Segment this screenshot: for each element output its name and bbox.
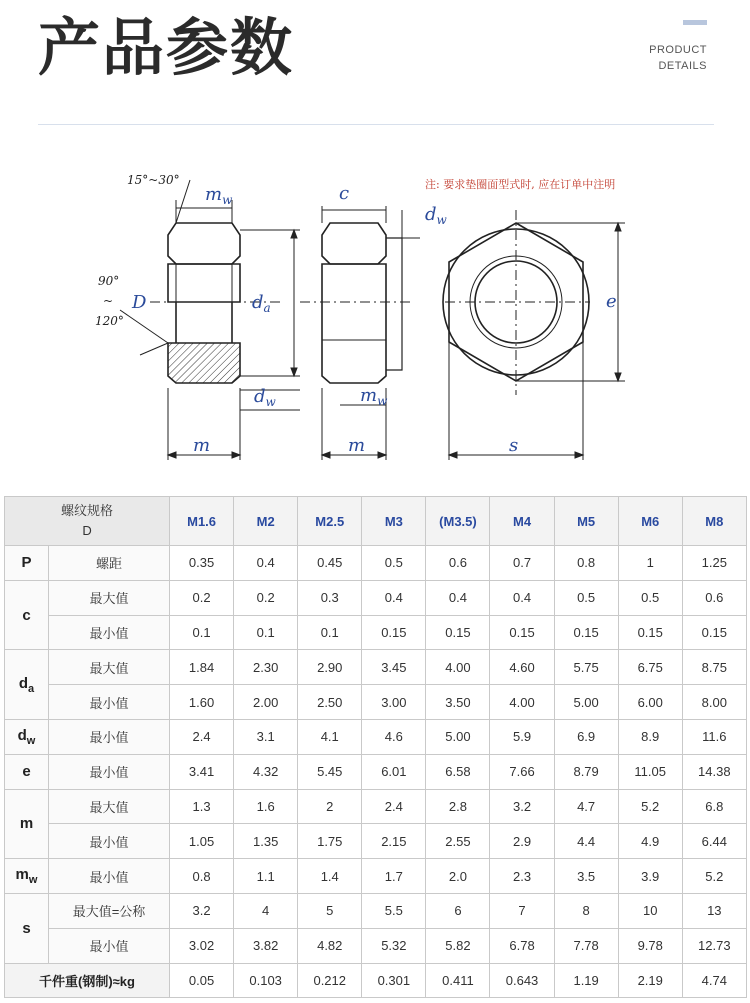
value-cell: 3.41	[170, 754, 234, 789]
value-cell: 1.4	[298, 859, 362, 894]
value-cell: 1.1	[234, 859, 298, 894]
value-cell: 6.8	[682, 789, 746, 824]
weight-cell: 0.05	[170, 963, 234, 998]
value-cell: 8.75	[682, 650, 746, 685]
value-cell: 3.5	[554, 859, 618, 894]
row-label: 螺距	[49, 546, 170, 581]
row-label: 最小值	[49, 615, 170, 650]
value-cell: 0.15	[682, 615, 746, 650]
weight-cell: 0.643	[490, 963, 554, 998]
value-cell: 0.4	[234, 546, 298, 581]
value-cell: 1.25	[682, 546, 746, 581]
dim-s-label: s	[509, 435, 519, 456]
value-cell: 1.75	[298, 824, 362, 859]
row-label: 最小值	[49, 754, 170, 789]
table-row	[5, 928, 747, 963]
value-cell: 0.7	[490, 546, 554, 581]
value-cell: 5.45	[298, 754, 362, 789]
dim-c-label: c	[339, 183, 350, 204]
value-cell: 6.9	[554, 719, 618, 754]
weight-cell: 1.19	[554, 963, 618, 998]
param-cell: $d_a$	[5, 650, 49, 720]
dim-dw-label-left: $d_w$	[254, 386, 276, 409]
value-cell: 3.02	[170, 928, 234, 963]
value-cell: 0.5	[618, 580, 682, 615]
english-title-line2: DETAILS	[658, 60, 707, 72]
value-cell: 5.9	[490, 719, 554, 754]
value-cell: 0.2	[170, 580, 234, 615]
value-cell: 2.90	[298, 650, 362, 685]
value-cell: 0.1	[234, 615, 298, 650]
value-cell: 5.82	[426, 928, 490, 963]
value-cell: 0.1	[298, 615, 362, 650]
value-cell: 0.6	[426, 546, 490, 581]
weight-cell: 4.74	[682, 963, 746, 998]
value-cell: 3.1	[234, 719, 298, 754]
accent-bar	[683, 20, 707, 25]
value-cell: 8.79	[554, 754, 618, 789]
row-label: 最小值	[49, 824, 170, 859]
value-cell: 1.3	[170, 789, 234, 824]
value-cell: 8.00	[682, 685, 746, 720]
value-cell: 13	[682, 893, 746, 928]
value-cell: 6.44	[682, 824, 746, 859]
thread-spec-header	[5, 497, 170, 546]
value-cell: 4.82	[298, 928, 362, 963]
value-cell: 0.4	[426, 580, 490, 615]
dim-dw-label-side: $d_w$	[425, 204, 447, 227]
chamfer-angle-label: 15°~30°	[127, 173, 180, 187]
value-cell: 12.73	[682, 928, 746, 963]
value-cell: 2.55	[426, 824, 490, 859]
size-header: M4	[490, 497, 554, 546]
value-cell: 0.4	[362, 580, 426, 615]
value-cell: 0.1	[170, 615, 234, 650]
value-cell: 2.00	[234, 685, 298, 720]
value-cell: 2.9	[490, 824, 554, 859]
row-label: 最小值	[49, 685, 170, 720]
value-cell: 7.66	[490, 754, 554, 789]
size-header: M2.5	[298, 497, 362, 546]
value-cell: 14.38	[682, 754, 746, 789]
param-cell: $m_w$	[5, 859, 49, 894]
page-title: 产品参数	[38, 11, 295, 84]
thread-spec-header-line1: 螺纹规格	[61, 503, 114, 518]
top-dimensions	[445, 210, 625, 460]
value-cell: 6.58	[426, 754, 490, 789]
row-label: 最小值	[49, 719, 170, 754]
value-cell: 2.4	[362, 789, 426, 824]
spec-table	[4, 496, 747, 998]
value-cell: 1.60	[170, 685, 234, 720]
value-cell: 0.15	[490, 615, 554, 650]
table-row	[5, 824, 747, 859]
size-header: M8	[682, 497, 746, 546]
value-cell: 0.45	[298, 546, 362, 581]
value-cell: 2.15	[362, 824, 426, 859]
weight-label: 千件重(钢制)≈kg	[5, 963, 170, 998]
table-row	[5, 615, 747, 650]
value-cell: 5.32	[362, 928, 426, 963]
value-cell: 1.05	[170, 824, 234, 859]
drawing-note: 注: 要求垫圈面型式时, 应在订单中注明	[425, 178, 616, 191]
weight-cell: 0.103	[234, 963, 298, 998]
table-row	[5, 650, 747, 685]
value-cell: 8	[554, 893, 618, 928]
value-cell: 11.05	[618, 754, 682, 789]
row-label: 最小值	[49, 859, 170, 894]
size-header: M1.6	[170, 497, 234, 546]
value-cell: 0.15	[554, 615, 618, 650]
weight-row	[5, 963, 747, 998]
dim-m-label-left: m	[193, 435, 211, 456]
size-header: M5	[554, 497, 618, 546]
hex-nut-technical-drawing	[0, 140, 750, 485]
row-label: 最小值	[49, 928, 170, 963]
weight-cell: 2.19	[618, 963, 682, 998]
row-label: 最大值=公称	[49, 893, 170, 928]
value-cell: 4.60	[490, 650, 554, 685]
param-cell: $d_w$	[5, 719, 49, 754]
value-cell: 4.6	[362, 719, 426, 754]
value-cell: 1.7	[362, 859, 426, 894]
angle-mid-label: ~	[103, 294, 114, 308]
value-cell: 0.5	[362, 546, 426, 581]
size-header: (M3.5)	[426, 497, 490, 546]
table-row	[5, 719, 747, 754]
value-cell: 4.9	[618, 824, 682, 859]
value-cell: 0.35	[170, 546, 234, 581]
value-cell: 0.15	[426, 615, 490, 650]
side-view	[322, 223, 402, 383]
row-label: 最大值	[49, 650, 170, 685]
param-cell: s	[5, 893, 49, 963]
dim-m-label-side: m	[348, 435, 366, 456]
angle-bottom-label: 120°	[95, 314, 124, 328]
value-cell: 6.00	[618, 685, 682, 720]
value-cell: 0.3	[298, 580, 362, 615]
value-cell: 0.4	[490, 580, 554, 615]
dim-mw-label-side: $m_w$	[360, 385, 388, 408]
value-cell: 4.1	[298, 719, 362, 754]
table-row	[5, 789, 747, 824]
size-header: M6	[618, 497, 682, 546]
weight-cell: 0.411	[426, 963, 490, 998]
value-cell: 2.30	[234, 650, 298, 685]
english-title-line1: PRODUCT	[649, 44, 707, 56]
param-cell: P	[5, 546, 49, 581]
value-cell: 3.45	[362, 650, 426, 685]
value-cell: 4	[234, 893, 298, 928]
value-cell: 5.00	[554, 685, 618, 720]
value-cell: 10	[618, 893, 682, 928]
value-cell: 3.2	[490, 789, 554, 824]
value-cell: 4.00	[426, 650, 490, 685]
row-label: 最大值	[49, 789, 170, 824]
value-cell: 5.00	[426, 719, 490, 754]
value-cell: 0.15	[362, 615, 426, 650]
value-cell: 0.15	[618, 615, 682, 650]
value-cell: 0.6	[682, 580, 746, 615]
value-cell: 0.8	[554, 546, 618, 581]
value-cell: 3.2	[170, 893, 234, 928]
table-row	[5, 580, 747, 615]
value-cell: 3.9	[618, 859, 682, 894]
table-row	[5, 754, 747, 789]
value-cell: 6.75	[618, 650, 682, 685]
value-cell: 3.82	[234, 928, 298, 963]
value-cell: 8.9	[618, 719, 682, 754]
value-cell: 5.5	[362, 893, 426, 928]
value-cell: 1.84	[170, 650, 234, 685]
value-cell: 5.75	[554, 650, 618, 685]
weight-cell: 0.301	[362, 963, 426, 998]
value-cell: 5.2	[682, 859, 746, 894]
value-cell: 2.8	[426, 789, 490, 824]
english-title	[649, 42, 707, 74]
value-cell: 3.00	[362, 685, 426, 720]
value-cell: 6.01	[362, 754, 426, 789]
dim-mw-label-top: $m_w$	[205, 184, 233, 207]
row-label: 最大值	[49, 580, 170, 615]
spec-table-header	[5, 497, 747, 546]
table-row	[5, 893, 747, 928]
table-row	[5, 859, 747, 894]
value-cell: 2.4	[170, 719, 234, 754]
angle-top-label: 90°	[98, 274, 120, 288]
value-cell: 1	[618, 546, 682, 581]
dim-e-label: e	[606, 291, 617, 312]
thread-spec-header-line2: D	[82, 523, 92, 538]
param-cell: e	[5, 754, 49, 789]
value-cell: 5.2	[618, 789, 682, 824]
size-header: M3	[362, 497, 426, 546]
value-cell: 2.50	[298, 685, 362, 720]
value-cell: 3.50	[426, 685, 490, 720]
dim-D-label: D	[132, 292, 147, 313]
value-cell: 11.6	[682, 719, 746, 754]
title-divider	[38, 124, 714, 125]
value-cell: 1.6	[234, 789, 298, 824]
value-cell: 1.35	[234, 824, 298, 859]
value-cell: 2.0	[426, 859, 490, 894]
value-cell: 0.2	[234, 580, 298, 615]
value-cell: 4.7	[554, 789, 618, 824]
table-row	[5, 685, 747, 720]
section-dimensions	[120, 180, 300, 460]
dim-da-label: $d_a$	[252, 292, 271, 315]
value-cell: 4.00	[490, 685, 554, 720]
table-row	[5, 546, 747, 581]
size-header: M2	[234, 497, 298, 546]
value-cell: 7	[490, 893, 554, 928]
param-cell: c	[5, 580, 49, 650]
value-cell: 5	[298, 893, 362, 928]
value-cell: 2.3	[490, 859, 554, 894]
value-cell: 6.78	[490, 928, 554, 963]
value-cell: 4.32	[234, 754, 298, 789]
weight-cell: 0.212	[298, 963, 362, 998]
value-cell: 0.5	[554, 580, 618, 615]
value-cell: 9.78	[618, 928, 682, 963]
value-cell: 6	[426, 893, 490, 928]
param-cell: m	[5, 789, 49, 859]
value-cell: 4.4	[554, 824, 618, 859]
value-cell: 0.8	[170, 859, 234, 894]
value-cell: 7.78	[554, 928, 618, 963]
section-view	[168, 223, 240, 383]
value-cell: 2	[298, 789, 362, 824]
